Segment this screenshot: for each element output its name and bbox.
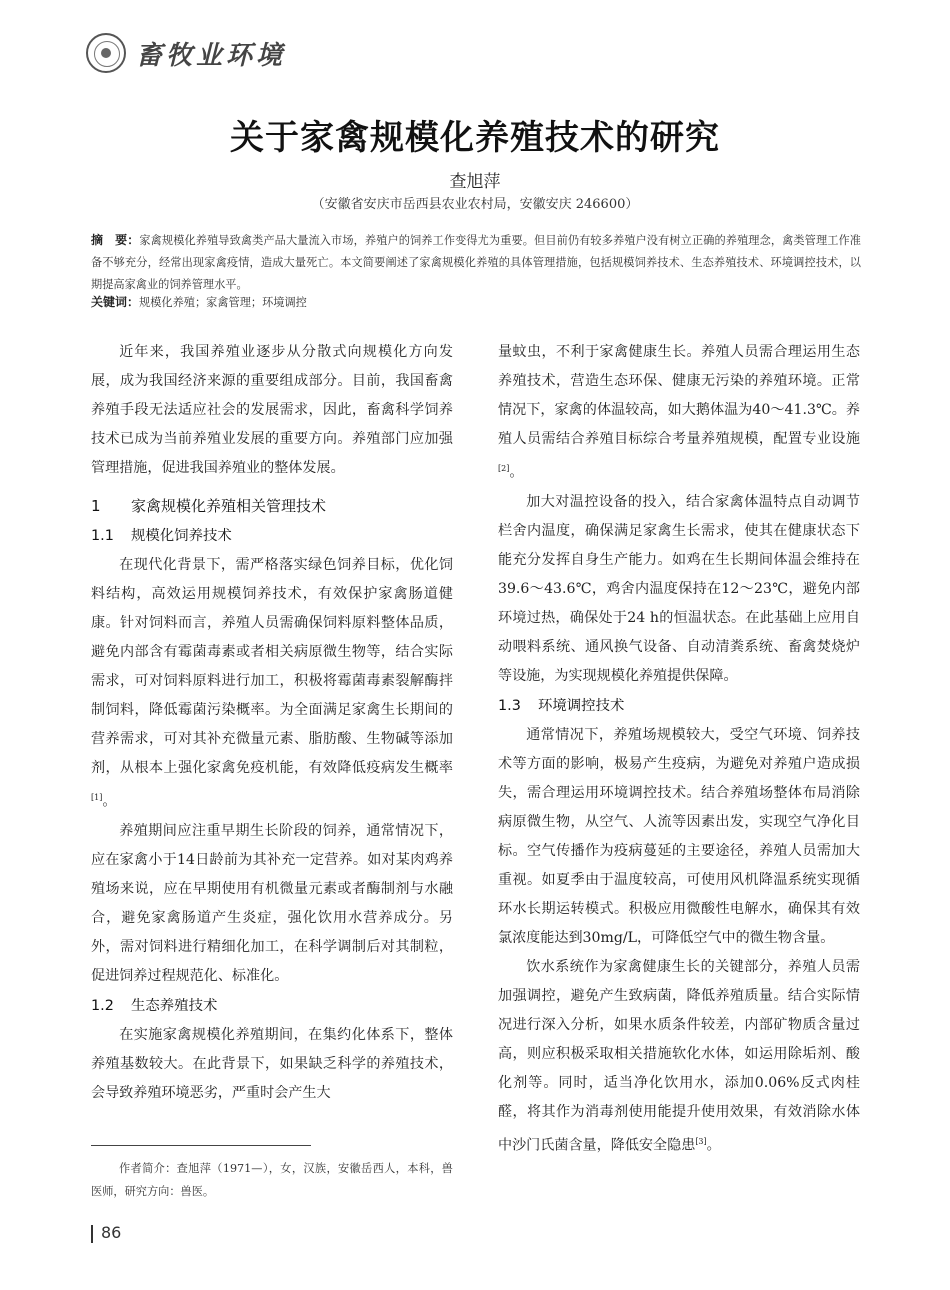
- article-title: 关于家禽规模化养殖技术的研究: [230, 118, 720, 158]
- paragraph-1-2b: 加大对温控设备的投入，结合家禽体温特点自动调节栏舍内温度，确保满足家禽生长需求，使其在健康状态下能充分发挥自身生产能力。如鸡在生长期间体温会维持在39.6～43.6℃，鸡舍内温度保持在12～23℃，避免内部环境过热，确保处于24 h的恒温状态。在此基础上应用自动喂料系统、通风换气设备、自动清粪系统、畜禽焚烧炉等设施，为实现规模化养殖提供保障。: [498, 493, 860, 684]
- section-1-2-title: 生态养殖技术: [131, 997, 218, 1014]
- section-1-heading: [91, 493, 453, 519]
- section-1-1-heading: [91, 523, 453, 549]
- footnote-divider: [91, 1145, 311, 1146]
- abstract-label: 摘 要：: [91, 233, 140, 247]
- paragraph-1-3b: 饮水系统作为家禽健康生长的关键部分，养殖人员需加强调控，避免产生致病菌，降低养殖质量。结合实际情况进行深入分析，如果水质条件较差，内部矿物质含量过高，则应积极采取相关措施软化水体，如运用除垢剂、酸化剂等。同时，适当净化饮用水，添加0.06%反式肉桂醛，将其作为消毒剂使用能提升使用效果，有效消除水体中沙门氏菌含量，降低安全隐患[3]。: [498, 958, 860, 1154]
- paragraph-1-2a-cont-text: 量蚊虫，不利于家禽健康生长。养殖人员需合理运用生态养殖技术，营造生态环保、健康无污染的养殖环境。正常情况下，家禽的体温较高，如大鹅体温为40～41.3℃。养殖人员需结合养殖目标综合考量养殖规模，配置专业设施: [498, 344, 860, 447]
- paragraph-1-2a-continued: 量蚊虫，不利于家禽健康生长。养殖人员需合理运用生态养殖技术，营造生态环保、健康无污染的养殖环境。正常情况下，家禽的体温较高，如大鹅体温为40～41.3℃。养殖人员需结合养殖目标综合考量养殖规模，配置专业设施[2]。: [498, 344, 860, 481]
- journal-logo-icon: [86, 33, 126, 73]
- intro-paragraph: 近年来，我国养殖业逐步从分散式向规模化方向发展，成为我国经济来源的重要组成部分。目前，我国畜禽养殖手段无法适应社会的发展需求，因此，畜禽科学饲养技术已成为当前养殖业发展的重要方向。养殖部门应加强管理措施，促进我国养殖业的整体发展。: [91, 344, 453, 476]
- page-number: [91, 1223, 121, 1243]
- paragraph-1-3b-text: 饮水系统作为家禽健康生长的关键部分，养殖人员需加强调控，避免产生致病菌，降低养殖质量。结合实际情况进行深入分析，如果水质条件较差，内部矿物质含量过高，则应积极采取相关措施软化水体，如运用除垢剂、酸化剂等。同时，适当净化饮用水，添加0.06%反式肉桂醛，将其作为消毒剂使用能提升使用效果，有效消除水体中沙门氏菌含量，降低安全隐患: [498, 958, 860, 1154]
- keywords-text: 规模化养殖；家禽管理；环境调控: [139, 296, 307, 309]
- right-column: [498, 338, 860, 1160]
- section-1-3-heading: [498, 693, 860, 719]
- author-affiliation: （安徽省安庆市岳西县农业农村局，安徽安庆 246600）: [311, 197, 639, 212]
- page-number-text: 86: [101, 1223, 122, 1242]
- keywords-label: 关键词：: [91, 295, 140, 309]
- journal-header: [86, 28, 286, 78]
- section-1-2-heading: [91, 993, 453, 1019]
- article-author: 查旭萍: [449, 172, 501, 192]
- left-column: [91, 338, 453, 1108]
- paragraph-1-2a: 在实施家禽规模化养殖期间，在集约化体系下，整体养殖基数较大。在此背景下，如果缺乏科学的养殖技术，会导致养殖环境恶劣，严重时会产生大: [91, 1026, 453, 1101]
- paragraph-1-3a: 通常情况下，养殖场规模较大，受空气环境、饲养技术等方面的影响，极易产生疫病，为避免对养殖户造成损失，需合理运用环境调控技术。结合养殖场整体布局消除病原微生物，从空气、人流等因素出发，实现空气净化目标。空气传播作为疫病蔓延的主要途径，养殖人员需加大重视。如夏季由于温度较高，可使用风机降温系统实现循环水长期运转模式。积极应用微酸性电解水，确保其有效氯浓度能达到30mg/L，可降低空气中的微生物含量。: [498, 726, 860, 946]
- paragraph-1-1a: 在现代化背景下，需严格落实绿色饲养目标，优化饲料结构，高效运用规模饲养技术，有效保护家禽肠道健康。针对饲料而言，养殖人员需确保饲料原料整体品质，避免内部含有霉菌毒素或者相关病原微生物等，结合实际需求，可对饲料原料进行加工，积极将霉菌毒素裂解酶拌制饲料，降低霉菌污染概率。为全面满足家禽生长期间的营养需求，可对其补充微量元素、脂肪酸、生物碱等添加剂，从根本上强化家禽免疫机能，有效降低疫病发生概率[1]。: [91, 557, 453, 810]
- reference-1: [1]: [91, 793, 103, 802]
- journal-name: 畜牧业环境: [136, 40, 287, 71]
- section-1-number: 1: [91, 497, 101, 515]
- keywords: [91, 293, 861, 310]
- section-1-1-title: 规模化饲养技术: [131, 528, 232, 544]
- author-footnote: 作者简介：查旭萍（1971—），女，汉族，安徽岳西人，本科，兽医师，研究方向：兽医。: [91, 1162, 453, 1198]
- section-1-3-title: 环境调控技术: [538, 697, 625, 714]
- section-1-title: 家禽规模化养殖相关管理技术: [131, 497, 327, 515]
- reference-2: [2]: [498, 464, 510, 473]
- paragraph-1-1b: 养殖期间应注重早期生长阶段的饲养，通常情况下，应在家禽小于14日龄前为其补充一定营养。如对某肉鸡养殖场来说，应在早期使用有机微量元素或者酶制剂与水融合，避免家禽肠道产生炎症，强化饮用水营养成分。另外，需对饲料进行精细化加工，在科学调制后对其制粒，促进饲养过程规范化、标准化。: [91, 822, 453, 984]
- section-1-2-number: 1.2: [91, 997, 114, 1014]
- section-1-1-number: 1.1: [91, 528, 114, 544]
- page-bar: [91, 1225, 93, 1243]
- abstract: [91, 229, 861, 296]
- section-1-3-number: 1.3: [498, 697, 521, 714]
- abstract-text: 家禽规模化养殖导致禽类产品大量流入市场，养殖户的饲养工作变得尤为重要。但目前仍有较多养殖户没有树立正确的养殖理念，禽类管理工作准备不够充分，经常出现家禽疫情，造成大量死亡。本文简要阐述了家禽规模化养殖的具体管理措施，包括规模饲养技术、生态养殖技术、环境调控技术，以期提高家禽业的饲养管理水平。: [91, 234, 861, 291]
- reference-3: [3]: [695, 1136, 707, 1146]
- paragraph-1-1a-text: 在现代化背景下，需严格落实绿色饲养目标，优化饲料结构，高效运用规模饲养技术，有效保护家禽肠道健康。针对饲料而言，养殖人员需确保饲料原料整体品质，避免内部含有霉菌毒素或者相关病原微生物等，结合实际需求，可对饲料原料进行加工，积极将霉菌毒素裂解酶拌制饲料，降低霉菌污染概率。为全面满足家禽生长期间的营养需求，可对其补充微量元素、脂肪酸、生物碱等添加剂，从根本上强化家禽免疫机能，有效降低疫病发生概率: [91, 557, 453, 776]
